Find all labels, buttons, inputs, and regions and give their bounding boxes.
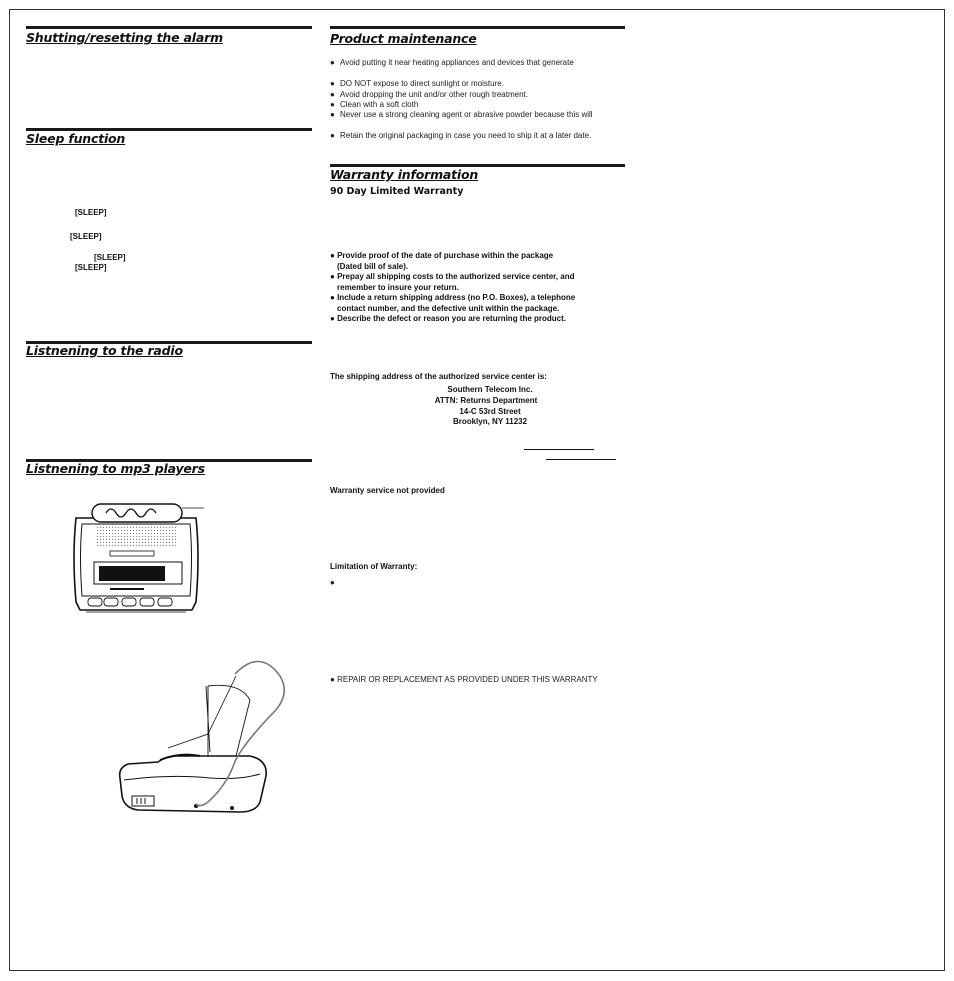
clock-radio-front-illustration (66, 496, 212, 618)
clock-radio-mp3-illustration (110, 656, 300, 822)
address-line: Southern Telecom Inc. (447, 385, 533, 394)
bullet-icon: ● (330, 131, 335, 140)
maintenance-item: ● Avoid putting it near heating appliances and devices that generate (330, 58, 574, 67)
warranty-step-continued: contact number, and the defective unit within the package. (337, 304, 560, 313)
shipping-intro: The shipping address of the authorized service center is: (330, 372, 547, 381)
page-frame (9, 9, 945, 971)
bullet-icon: ● (330, 272, 335, 281)
bullet-icon: ● (330, 293, 335, 302)
shutting-heading: Shutting/resetting the alarm (26, 30, 223, 45)
underline-mark (546, 459, 616, 460)
maintenance-item: ● Never use a strong cleaning agent or abrasive powder because this will (330, 110, 593, 119)
warranty-step-continued: (Dated bill of sale). (337, 262, 409, 271)
limitation-heading: Limitation of Warranty: (330, 562, 418, 571)
bullet-icon: ● (330, 314, 335, 323)
warranty-step: ● Include a return shipping address (no P.O. Boxes), a telephone (330, 293, 576, 302)
section-rule (330, 26, 625, 29)
maintenance-item: ● Retain the original packaging in case you need to ship it at a later date. (330, 131, 592, 140)
sleep-tag: [SLEEP] (75, 208, 107, 217)
address-line: 14-C 53rd Street (459, 407, 521, 416)
bullet-icon: ● (330, 58, 335, 67)
bullet-icon: ● (330, 578, 335, 587)
address-line: Brooklyn, NY 11232 (452, 417, 528, 426)
warranty-subheading: 90 Day Limited Warranty (330, 186, 464, 197)
warranty-step: ● Provide proof of the date of purchase within the package (330, 251, 554, 260)
address-line: ATTN: Returns Department (434, 396, 538, 405)
mp3-heading: Listnening to mp3 players (26, 461, 205, 476)
bullet-icon: ● (330, 675, 335, 684)
repair-line: ● REPAIR OR REPLACEMENT AS PROVIDED UNDER THIS WARRANTY (330, 675, 598, 684)
underline-mark (524, 449, 594, 450)
radio-heading: Listnening to the radio (26, 343, 183, 358)
warranty-step: ● Prepay all shipping costs to the authorized service center, and (330, 272, 575, 281)
maintenance-item: ● Avoid dropping the unit and/or other rough treatment. (330, 90, 528, 99)
warranty-not-provided-heading: Warranty service not provided (330, 486, 445, 495)
section-rule (26, 26, 312, 29)
bullet-icon: ● (330, 90, 335, 99)
warranty-heading: Warranty information (330, 167, 479, 182)
warranty-step-continued: remember to insure your return. (337, 283, 459, 292)
bullet-icon: ● (330, 79, 335, 88)
bullet-icon: ● (330, 110, 335, 119)
sleep-heading: Sleep function (26, 131, 126, 146)
maintenance-item: ● DO NOT expose to direct sunlight or moisture. (330, 79, 504, 88)
sleep-tag: [SLEEP] (70, 232, 102, 241)
bullet-icon: ● (330, 100, 335, 109)
sleep-tag: [SLEEP] (94, 253, 126, 262)
sleep-tag: [SLEEP] (75, 263, 107, 272)
bullet-icon: ● (330, 251, 335, 260)
maintenance-heading: Product maintenance (330, 31, 477, 46)
maintenance-item: ● Clean with a soft cloth (330, 100, 419, 109)
warranty-step: ● Describe the defect or reason you are returning the product. (330, 314, 567, 323)
